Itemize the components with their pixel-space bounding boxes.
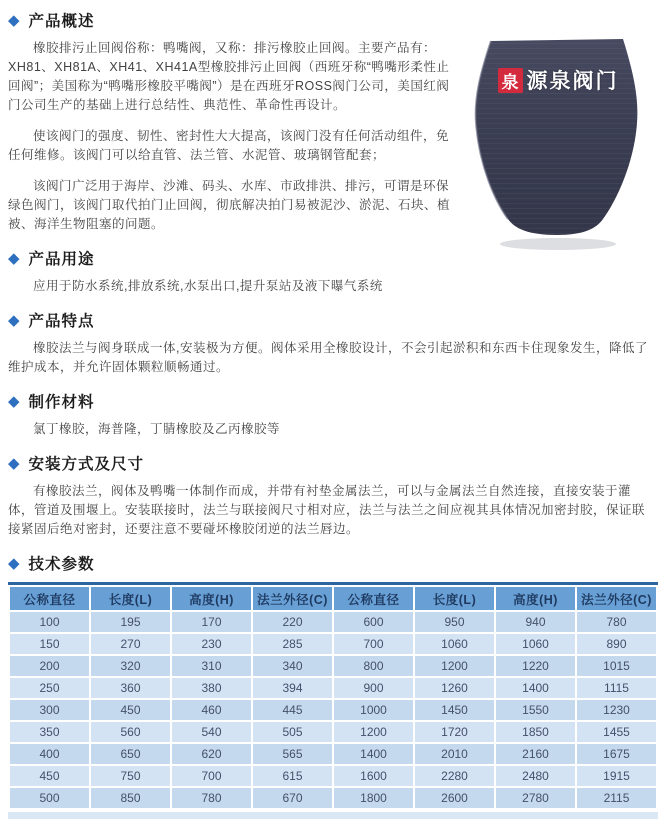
table-cell: 1230: [577, 700, 656, 720]
section-title: 产品特点: [28, 313, 95, 330]
table-cell: 2780: [496, 788, 575, 808]
table-cell: 650: [91, 744, 170, 764]
table-cell: 1200: [415, 656, 494, 676]
column-header: 高度(H): [496, 587, 575, 610]
specs-table-container: [8, 582, 654, 819]
section-header-installation: [8, 452, 654, 474]
table-cell: 310: [172, 656, 251, 676]
column-header: 长度(L): [415, 587, 494, 610]
diamond-icon: ◆: [8, 311, 20, 329]
table-cell: 380: [172, 678, 251, 698]
table-cell: 750: [91, 766, 170, 786]
table-cell: 565: [253, 744, 332, 764]
table-row: [10, 744, 656, 764]
table-cell: 1915: [577, 766, 656, 786]
section-title: 安装方式及尺寸: [28, 456, 145, 473]
column-header: 法兰外径(C): [577, 587, 656, 610]
table-cell: 890: [577, 634, 656, 654]
table-cell: 1450: [415, 700, 494, 720]
table-cell: 1200: [334, 722, 413, 742]
table-cell: 1000: [334, 700, 413, 720]
column-header: 法兰外径(C): [253, 587, 332, 610]
table-cell: 220: [253, 612, 332, 632]
specs-table: [8, 582, 658, 810]
table-cell: 230: [172, 634, 251, 654]
section-features: [8, 309, 654, 377]
section-title: 产品概述: [28, 13, 95, 30]
table-cell: 540: [172, 722, 251, 742]
column-header: 长度(L): [91, 587, 170, 610]
table-cell: 2010: [415, 744, 494, 764]
table-cell: 320: [91, 656, 170, 676]
table-cell: 285: [253, 634, 332, 654]
section-header-usage: [8, 247, 452, 269]
table-cell: 2115: [577, 788, 656, 808]
table-cell: 300: [10, 700, 89, 720]
table-cell: 1800: [334, 788, 413, 808]
table-cell: 1850: [496, 722, 575, 742]
diamond-icon: ◆: [8, 554, 20, 572]
table-cell: 100: [10, 612, 89, 632]
table-cell: 1400: [334, 744, 413, 764]
section-title: 技术参数: [28, 556, 95, 573]
section-header-overview: [8, 9, 654, 31]
table-cell: 450: [10, 766, 89, 786]
section-installation: [8, 452, 654, 539]
table-cell: 450: [91, 700, 170, 720]
table-cell: 400: [10, 744, 89, 764]
column-header: 高度(H): [172, 587, 251, 610]
table-cell: 350: [10, 722, 89, 742]
table-cell: 620: [172, 744, 251, 764]
table-cell: 505: [253, 722, 332, 742]
diamond-icon: ◆: [8, 11, 20, 29]
overview-body: [8, 39, 654, 234]
table-cell: 1115: [577, 678, 656, 698]
diamond-icon: ◆: [8, 454, 20, 472]
table-cell: 1260: [415, 678, 494, 698]
table-cell: 2480: [496, 766, 575, 786]
table-cell: 250: [10, 678, 89, 698]
specs-table-header-row: [10, 587, 656, 610]
table-row: [10, 722, 656, 742]
table-cell: 200: [10, 656, 89, 676]
table-cell: 700: [334, 634, 413, 654]
table-cell: 445: [253, 700, 332, 720]
table-cell: 394: [253, 678, 332, 698]
section-header-materials: [8, 390, 654, 412]
table-cell: 2160: [496, 744, 575, 764]
table-row: [10, 678, 656, 698]
usage-paragraph: 应用于防水系统,排放系统,水泵出口,提升泵站及液下曝气系统: [33, 279, 383, 293]
installation-paragraph: 有橡胶法兰，阀体及鸭嘴一体制作而成，并带有衬垫金属法兰，可以与金属法兰自然连接，直接安装于灌体，管道及围堰上。安装联接时，法兰与联接阀尺寸相对应，法兰与法兰之间应视其具体情况加密封胶，保证联接紧固后绝对密封，还要注意不要碰坏橡胶闭逆的法兰唇边。: [8, 484, 646, 536]
overview-paragraph-2: 使该阀门的强度、韧性、密封性大大提高，该阀门没有任何活动组件，免任何维修。该阀门可以给直管、法兰管、水泥管、玻璃钢管配套；: [8, 129, 450, 162]
table-cell: 150: [10, 634, 89, 654]
section-header-specs: [8, 552, 654, 574]
table-cell: 340: [253, 656, 332, 676]
table-cell: 1220: [496, 656, 575, 676]
table-bottom-strip: [8, 812, 658, 819]
table-row: [10, 656, 656, 676]
valve-shadow: [500, 238, 616, 250]
table-cell: 780: [577, 612, 656, 632]
table-cell: 600: [334, 612, 413, 632]
table-cell: 560: [91, 722, 170, 742]
table-cell: 1675: [577, 744, 656, 764]
table-cell: 2280: [415, 766, 494, 786]
table-cell: 800: [334, 656, 413, 676]
table-cell: 1060: [415, 634, 494, 654]
table-cell: 500: [10, 788, 89, 808]
section-usage: [8, 247, 654, 296]
table-cell: 1720: [415, 722, 494, 742]
brand-mark-icon: 泉: [498, 68, 523, 93]
overview-paragraph-1: 橡胶排污止回阀俗称：鸭嘴阀，又称：排污橡胶止回阀。主要产品有：XH81、XH81A、XH41、XH41A型橡胶排污止回阀（西班牙称“鸭嘴形柔性止回阀”；美国称为“鸭嘴形橡胶平嘴阀”）是在西班牙ROSS阀门公司，美国红阀门公司生产的基础上进行总结性、典范性、革命性再设计。: [8, 41, 450, 112]
diamond-icon: ◆: [8, 392, 20, 410]
table-cell: 850: [91, 788, 170, 808]
table-cell: 2600: [415, 788, 494, 808]
table-cell: 1060: [496, 634, 575, 654]
brand-name-text: 源泉阀门: [526, 70, 619, 93]
table-row: [10, 634, 656, 654]
section-header-features: [8, 309, 654, 331]
section-title: 产品用途: [28, 251, 95, 268]
table-cell: 940: [496, 612, 575, 632]
table-row: [10, 612, 656, 632]
table-cell: 670: [253, 788, 332, 808]
table-cell: 170: [172, 612, 251, 632]
table-row: [10, 700, 656, 720]
product-photo: [462, 31, 654, 253]
table-row: [10, 766, 656, 786]
overview-paragraph-3: 该阀门广泛用于海岸、沙滩、码头、水库、市政排洪、排污，可谓是环保绿色阀门，该阀门取代拍门止回阀，彻底解决拍门易被泥沙、淤泥、石块、植被、海洋生物阻塞的问题。: [8, 179, 451, 231]
column-header: 公称直径: [10, 587, 89, 610]
table-cell: 1550: [496, 700, 575, 720]
section-materials: [8, 390, 654, 439]
table-cell: 1600: [334, 766, 413, 786]
section-title: 制作材料: [28, 394, 95, 411]
features-paragraph: 橡胶法兰与阀身联成一体,安装极为方便。阀体采用全橡胶设计，不会引起淤积和东西卡住现象发生，降低了维护成本，并允许固体颗粒顺畅通过。: [8, 341, 648, 374]
section-overview: [8, 9, 654, 234]
table-cell: 1455: [577, 722, 656, 742]
column-header: 公称直径: [334, 587, 413, 610]
table-cell: 195: [91, 612, 170, 632]
table-cell: 1400: [496, 678, 575, 698]
table-row: [10, 788, 656, 808]
table-cell: 1015: [577, 656, 656, 676]
table-cell: 360: [91, 678, 170, 698]
table-cell: 780: [172, 788, 251, 808]
table-cell: 270: [91, 634, 170, 654]
diamond-icon: ◆: [8, 249, 20, 267]
materials-paragraph: 氯丁橡胶，海普隆，丁腈橡胶及乙丙橡胶等: [33, 422, 281, 436]
table-cell: 700: [172, 766, 251, 786]
table-cell: 615: [253, 766, 332, 786]
brand-logo: [462, 65, 654, 95]
table-cell: 950: [415, 612, 494, 632]
table-cell: 900: [334, 678, 413, 698]
table-cell: 460: [172, 700, 251, 720]
